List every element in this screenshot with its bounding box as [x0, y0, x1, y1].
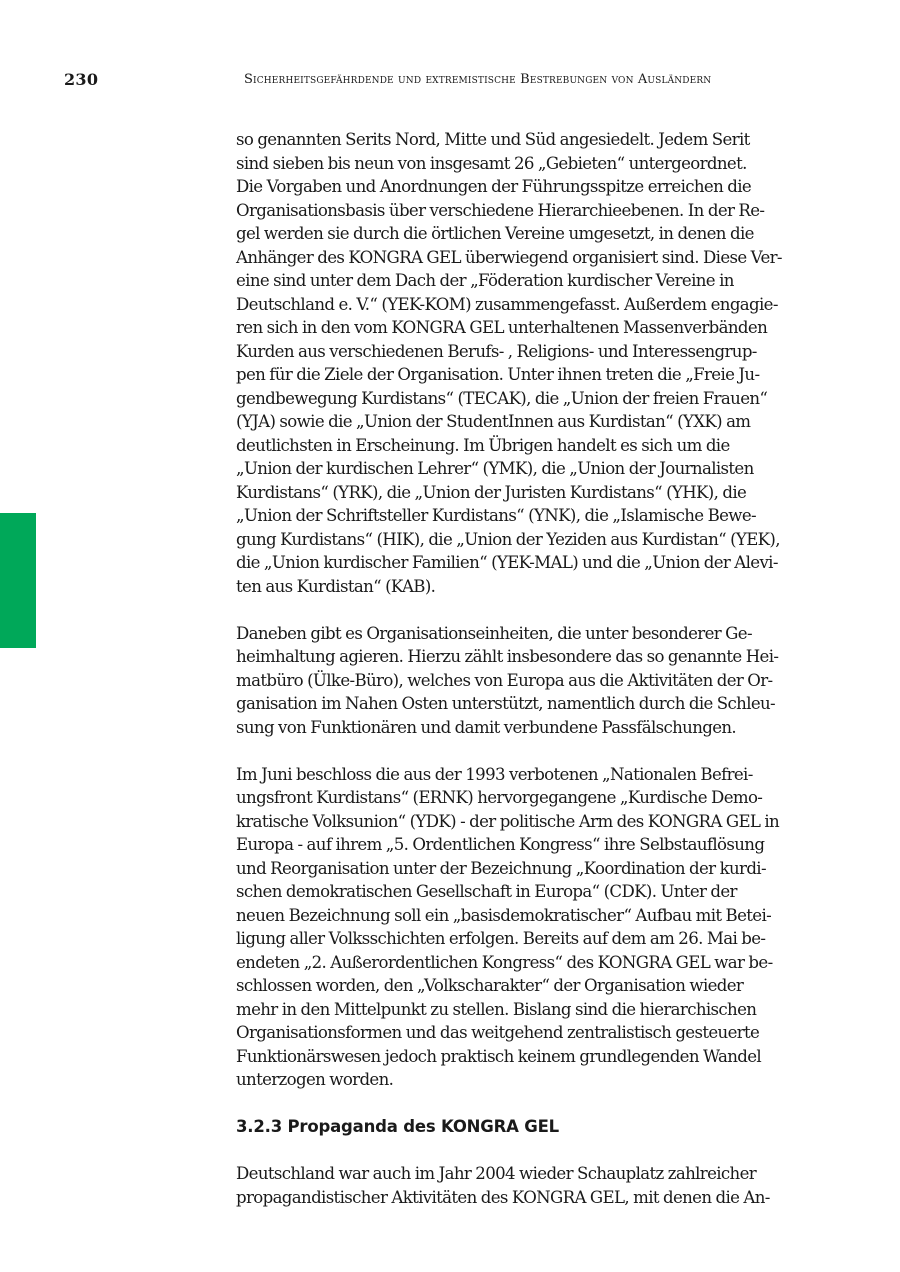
text-line: Kurden aus verschiedenen Berufs- , Religions- und Interessengrup- [236, 341, 757, 361]
text-line: mehr in den Mittelpunkt zu stellen. Bislang sind die hierarchischen [236, 999, 757, 1019]
text-line: Kurdistans“ (YRK), die „Union der Juristen Kurdistans“ (YHK), die [236, 482, 747, 502]
text-line: propagandistischer Aktivitäten des KONGRA GEL, mit denen die An- [236, 1187, 770, 1207]
text-line: schen demokratischen Gesellschaft in Europa“ (CDK). Unter der [236, 882, 737, 901]
chapter-side-marker [0, 513, 36, 648]
text-line: sind sieben bis neun von insgesamt 26 „Gebieten“ untergeordnet. [236, 153, 747, 173]
paragraph-propaganda [236, 1162, 810, 1209]
text-line: Deutschland war auch im Jahr 2004 wieder Schauplatz zahlreicher [236, 1164, 757, 1183]
text-line: Im Juni beschloss die aus der 1993 verbotenen „Nationalen Befrei- [236, 764, 753, 784]
running-header: Sicherheitsgefährdende und extremistische Bestrebungen von Ausländern [244, 72, 712, 87]
text-line: Organisationsbasis über verschiedene Hierarchieebenen. In der Re- [236, 200, 765, 220]
text-line: deutlichsten in Erscheinung. Im Übrigen handelt es sich um die [236, 435, 730, 455]
text-line: matbüro (Ülke-Büro), welches von Europa aus die Aktivitäten der Or- [236, 670, 773, 690]
text-line: Deutschland e. V.“ (YEK-KOM) zusammengefasst. Außerdem engagie- [236, 294, 778, 314]
paragraph-organisation [236, 128, 810, 598]
body-text [236, 128, 810, 1233]
text-line: Anhänger des KONGRA GEL überwiegend organisiert sind. Diese Ver- [236, 247, 782, 267]
text-line: so genannten Serits Nord, Mitte und Süd angesiedelt. Jedem Serit [236, 130, 750, 149]
text-line: ganisation im Nahen Osten unterstützt, namentlich durch die Schleu- [236, 694, 776, 713]
text-line: ren sich in den vom KONGRA GEL unterhaltenen Massenverbänden [236, 318, 768, 337]
text-line: (YJA) sowie die „Union der StudentInnen aus Kurdistan“ (YXK) am [236, 412, 751, 431]
paragraph-reorganisation [236, 763, 810, 1092]
text-line: ungsfront Kurdistans“ (ERNK) hervorgegangene „Kurdische Demo- [236, 788, 763, 807]
text-line: die „Union kurdischer Familien“ (YEK-MAL) und die „Union der Alevi- [236, 553, 778, 572]
text-line: endeten „2. Außerordentlichen Kongress“ des KONGRA GEL war be- [236, 952, 773, 972]
text-line: Die Vorgaben und Anordnungen der Führungsspitze erreichen die [236, 177, 752, 196]
text-line: schlossen worden, den „Volkscharakter“ der Organisation wieder [236, 976, 744, 995]
text-line: Organisationsformen und das weitgehend zentralistisch gesteuerte [236, 1023, 760, 1042]
text-line: „Union der Schriftsteller Kurdistans“ (YNK), die „Islamische Bewe- [236, 506, 756, 525]
text-line: gel werden sie durch die örtlichen Vereine umgesetzt, in denen die [236, 224, 754, 243]
text-line: pen für die Ziele der Organisation. Unter ihnen treten die „Freie Ju- [236, 365, 760, 384]
text-line: kratische Volksunion“ (YDK) - der politische Arm des KONGRA GEL in [236, 811, 780, 831]
text-line: Europa - auf ihrem „5. Ordentlichen Kongress“ ihre Selbstauflösung [236, 835, 765, 854]
text-line: ligung aller Volksschichten erfolgen. Bereits auf dem am 26. Mai be- [236, 929, 766, 948]
page-number: 230 [64, 70, 99, 89]
text-line: eine sind unter dem Dach der „Föderation kurdischer Vereine in [236, 271, 734, 290]
text-line: „Union der kurdischen Lehrer“ (YMK), die „Union der Journalisten [236, 459, 754, 478]
text-line: gendbewegung Kurdistans“ (TECAK), die „Union der freien Frauen“ [236, 388, 768, 408]
text-line: Funktionärswesen jedoch praktisch keinem grundlegenden Wandel [236, 1046, 762, 1066]
text-line: heimhaltung agieren. Hierzu zählt insbesondere das so genannte Hei- [236, 647, 779, 666]
text-line: ten aus Kurdistan“ (KAB). [236, 576, 436, 596]
text-line: neuen Bezeichnung soll ein „basisdemokratischer“ Aufbau mit Betei- [236, 905, 772, 925]
text-line: sung von Funktionären und damit verbundene Passfälschungen. [236, 717, 737, 737]
text-line: Daneben gibt es Organisationseinheiten, die unter besonderer Ge- [236, 623, 752, 643]
text-line: gung Kurdistans“ (HIK), die „Union der Yeziden aus Kurdistan“ (YEK), [236, 529, 780, 549]
text-line: und Reorganisation unter der Bezeichnung „Koordination der kurdi- [236, 858, 766, 878]
text-line: unterzogen worden. [236, 1070, 394, 1089]
paragraph-geheimhaltung [236, 622, 810, 740]
section-heading: 3.2.3 Propaganda des KONGRA GEL [236, 1117, 559, 1136]
